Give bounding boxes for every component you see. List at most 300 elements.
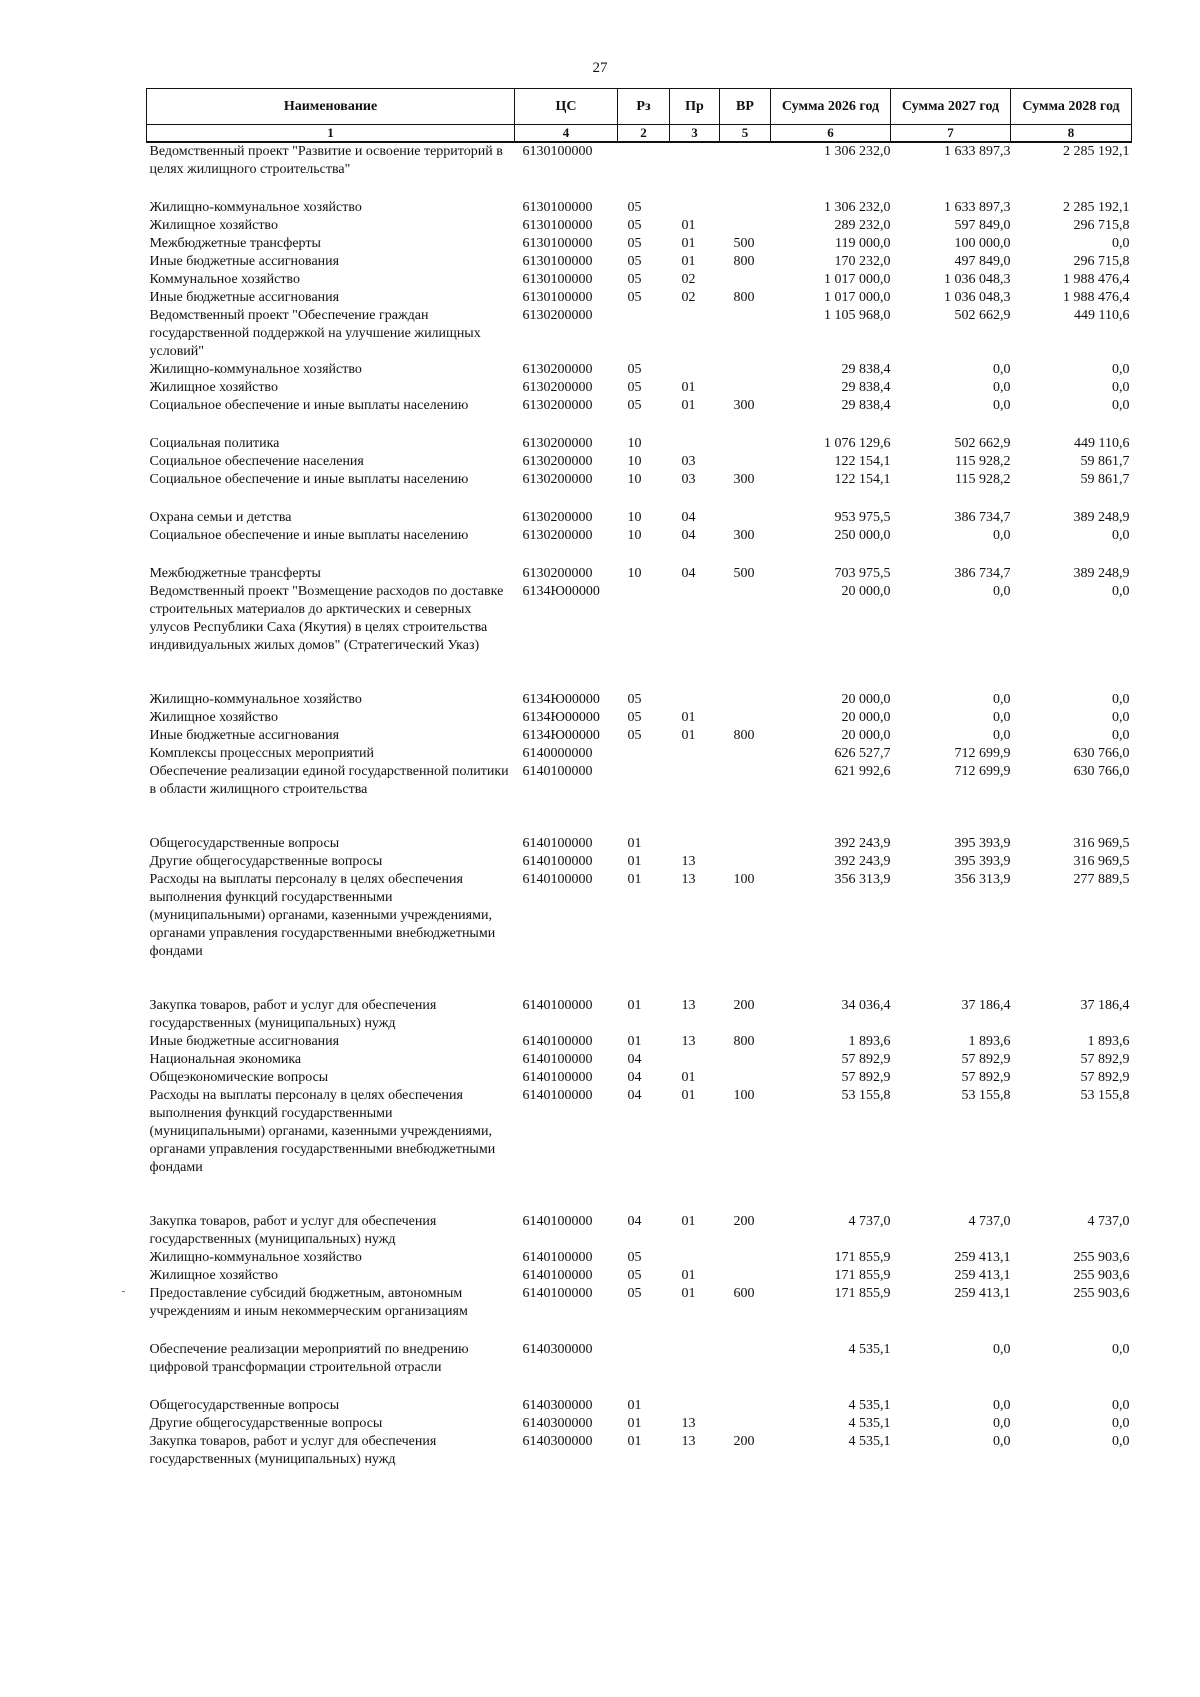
row-sum-2028: 0,0 (1112, 1397, 1130, 1413)
row-name: Общеэкономические вопросы (149, 1069, 329, 1085)
row-sum-2028: 0,0 (1112, 397, 1130, 413)
row-vr-code: 300 (733, 471, 755, 487)
row-name: Межбюджетные трансферты (149, 565, 321, 581)
row-vr-code (720, 745, 771, 763)
row-pr-code: 01 (681, 1069, 696, 1085)
row-pr-code: 13 (681, 1033, 696, 1049)
row-rz-code: 01 (627, 871, 642, 887)
row-name: Другие общегосударственные вопросы (149, 1415, 383, 1431)
row-sum-2026: 621 992,6 (834, 763, 891, 779)
row-sum-2027: 597 849,0 (954, 217, 1011, 233)
row-name: Жилищно-коммунальное хозяйство (149, 1249, 362, 1265)
row-sum-2028: 1 988 476,4 (1063, 289, 1130, 305)
row-sum-2027: 37 186,4 (961, 997, 1011, 1013)
row-sum-2028: 0,0 (1112, 379, 1130, 395)
row-rz-code (618, 763, 670, 835)
row-rz-code: 04 (627, 1087, 642, 1103)
row-rz-code: 05 (627, 199, 642, 215)
row-sum-2027: 53 155,8 (961, 1087, 1011, 1103)
row-sum-2028: 0,0 (1112, 1433, 1130, 1449)
row-rz-code: 05 (627, 709, 642, 725)
row-sum-2026: 53 155,8 (841, 1087, 891, 1103)
row-name: Социальное обеспечение населения (149, 453, 364, 469)
row-rz-code: 10 (627, 565, 642, 581)
row-rz-code: 01 (627, 997, 642, 1013)
row-sum-2027: 0,0 (993, 527, 1011, 543)
row-cs-code: 6130100000 (522, 289, 593, 305)
table-row (147, 199, 1132, 217)
table-row (147, 509, 1132, 527)
row-sum-2028: 0,0 (1112, 583, 1130, 599)
row-sum-2027: 395 393,9 (954, 853, 1011, 869)
row-rz-code: 10 (627, 527, 642, 543)
row-sum-2028: 0,0 (1112, 709, 1130, 725)
row-name: Иные бюджетные ассигнования (149, 727, 340, 743)
row-cs-code: 6130200000 (522, 379, 593, 395)
row-rz-code: 10 (627, 435, 642, 451)
row-sum-2028: 449 110,6 (1074, 435, 1130, 451)
row-name: Социальное обеспечение и иные выплаты населению (149, 397, 469, 413)
row-vr-code (720, 1341, 771, 1397)
row-sum-2027: 1 633 897,3 (944, 199, 1011, 215)
row-sum-2026: 289 232,0 (834, 217, 891, 233)
row-sum-2027: 386 734,7 (954, 565, 1011, 581)
row-pr-code: 04 (681, 527, 696, 543)
page-number: 27 (592, 60, 608, 76)
table-row (147, 235, 1132, 253)
table-row (147, 727, 1132, 745)
table-row (147, 997, 1132, 1033)
row-sum-2027: 0,0 (993, 1433, 1011, 1449)
row-sum-2028: 0,0 (1112, 727, 1130, 743)
row-cs-code: 6140300000 (522, 1397, 593, 1413)
row-rz-code: 10 (627, 509, 642, 525)
row-vr-code (720, 199, 771, 217)
row-sum-2027: 0,0 (993, 379, 1011, 395)
table-row (147, 1285, 1132, 1341)
row-cs-code: 6130200000 (522, 453, 593, 469)
row-sum-2026: 392 243,9 (834, 853, 891, 869)
row-name: Национальная экономика (149, 1051, 302, 1067)
row-rz-code: 01 (627, 835, 642, 851)
row-sum-2027: 497 849,0 (954, 253, 1011, 269)
table-row (147, 709, 1132, 727)
row-cs-code: 6140100000 (522, 997, 593, 1013)
table-row (147, 217, 1132, 235)
row-name: Социальное обеспечение и иные выплаты населению (149, 527, 469, 543)
table-row (147, 1087, 1132, 1213)
row-name: Социальное обеспечение и иные выплаты населению (149, 471, 469, 487)
row-sum-2027: 502 662,9 (954, 307, 1011, 323)
table-row (147, 1397, 1132, 1415)
table-row (147, 745, 1132, 763)
row-rz-code (618, 307, 670, 361)
row-cs-code: 6140100000 (522, 871, 593, 887)
row-vr-code (720, 435, 771, 453)
row-name: Иные бюджетные ассигнования (149, 1033, 340, 1049)
column-number-row (147, 125, 1132, 142)
row-name: Ведомственный проект "Развитие и освоение территорий в целях жилищного строительства" (149, 143, 503, 177)
row-sum-2028: 2 285 192,1 (1063, 199, 1130, 215)
row-name: Ведомственный проект "Возмещение расходов по доставке строительных материалов до арктических и северных улусов Республики Саха (Якутия) в целях строительства индивидуальных жилых домов" (Стратегический Указ) (149, 583, 504, 653)
row-sum-2028: 59 861,7 (1080, 453, 1130, 469)
table-row (147, 763, 1132, 835)
row-vr-code (720, 142, 771, 199)
row-cs-code: 6130200000 (522, 509, 593, 525)
row-rz-code: 10 (627, 471, 642, 487)
row-cs-code: 6134Ю00000 (522, 727, 600, 743)
row-sum-2028: 389 248,9 (1073, 509, 1130, 525)
row-name: Охрана семьи и детства (149, 509, 292, 525)
row-rz-code: 01 (627, 1397, 642, 1413)
column-number: 1 (147, 125, 515, 142)
row-name: Межбюджетные трансферты (149, 235, 321, 251)
row-vr-code (720, 583, 771, 691)
table-row (147, 289, 1132, 307)
row-sum-2028: 255 903,6 (1073, 1267, 1130, 1283)
row-name: Коммунальное хозяйство (149, 271, 300, 287)
row-sum-2026: 34 036,4 (841, 997, 891, 1013)
row-cs-code: 6140100000 (522, 1213, 593, 1229)
row-pr-code (670, 763, 720, 835)
table-row (147, 527, 1132, 565)
row-sum-2028: 316 969,5 (1073, 853, 1130, 869)
row-sum-2027: 259 413,1 (954, 1267, 1011, 1283)
row-pr-code: 01 (681, 1285, 696, 1301)
row-sum-2028: 37 186,4 (1080, 997, 1130, 1013)
row-name: Жилищно-коммунальное хозяйство (149, 691, 362, 707)
row-vr-code (720, 361, 771, 379)
row-sum-2028: 0,0 (1112, 361, 1130, 377)
table-row (147, 853, 1132, 871)
row-vr-code (720, 509, 771, 527)
row-pr-code: 04 (681, 565, 696, 581)
row-name: Общегосударственные вопросы (149, 835, 340, 851)
row-pr-code: 13 (681, 1415, 696, 1431)
row-pr-code: 03 (681, 471, 696, 487)
row-sum-2028: 316 969,5 (1073, 835, 1130, 851)
row-sum-2027: 0,0 (993, 361, 1011, 377)
row-sum-2026: 171 855,9 (834, 1267, 891, 1283)
table-row (147, 871, 1132, 997)
row-pr-code: 02 (681, 289, 696, 305)
row-vr-code: 100 (733, 1087, 755, 1103)
row-sum-2028: 630 766,0 (1073, 745, 1130, 761)
row-rz-code: 05 (627, 727, 642, 743)
row-pr-code (670, 361, 720, 379)
row-sum-2028: 0,0 (1112, 527, 1130, 543)
row-sum-2026: 1 306 232,0 (824, 143, 891, 159)
row-sum-2027: 356 313,9 (954, 871, 1011, 887)
row-sum-2026: 1 017 000,0 (824, 289, 891, 305)
row-sum-2028: 389 248,9 (1073, 565, 1130, 581)
row-sum-2028: 57 892,9 (1080, 1069, 1130, 1085)
row-cs-code: 6130200000 (522, 471, 593, 487)
row-pr-code: 13 (681, 1433, 696, 1449)
row-sum-2027: 259 413,1 (954, 1249, 1011, 1265)
table-row (147, 691, 1132, 709)
row-sum-2026: 626 527,7 (834, 745, 891, 761)
table-row (147, 361, 1132, 379)
row-sum-2027: 115 928,2 (955, 471, 1011, 487)
table-row (147, 1051, 1132, 1069)
row-sum-2027: 100 000,0 (954, 235, 1011, 251)
row-sum-2028: 255 903,6 (1073, 1285, 1130, 1301)
row-sum-2027: 259 413,1 (954, 1285, 1011, 1301)
header-name: Наименование (147, 89, 515, 125)
row-sum-2026: 4 535,1 (848, 1415, 891, 1431)
table-row (147, 271, 1132, 289)
row-cs-code: 6134Ю00000 (522, 709, 600, 725)
row-name: Жилищное хозяйство (149, 217, 278, 233)
row-cs-code: 6140100000 (522, 1249, 593, 1265)
row-sum-2028: 0,0 (1112, 1341, 1130, 1357)
column-number: 7 (891, 125, 1011, 142)
row-rz-code: 05 (627, 691, 642, 707)
column-number: 3 (670, 125, 720, 142)
row-sum-2026: 57 892,9 (841, 1069, 891, 1085)
row-pr-code (670, 835, 720, 853)
row-name: Иные бюджетные ассигнования (149, 253, 340, 269)
header-cs: ЦС (515, 89, 618, 125)
row-name: Ведомственный проект "Обеспечение граждан государственной поддержкой на улучшение жилищных условий" (149, 307, 481, 359)
row-sum-2027: 0,0 (993, 1341, 1011, 1357)
row-sum-2026: 1 105 968,0 (824, 307, 891, 323)
row-cs-code: 6140100000 (522, 1051, 593, 1067)
table-row (147, 253, 1132, 271)
row-sum-2026: 20 000,0 (841, 583, 891, 599)
row-vr-code: 200 (733, 1213, 755, 1229)
row-vr-code (720, 1397, 771, 1415)
row-sum-2026: 1 893,6 (848, 1033, 891, 1049)
row-sum-2028: 277 889,5 (1073, 871, 1130, 887)
row-vr-code: 800 (733, 289, 755, 305)
header-pr: Пр (670, 89, 720, 125)
column-number: 6 (771, 125, 891, 142)
table-row (147, 565, 1132, 583)
row-vr-code (720, 307, 771, 361)
row-rz-code: 05 (627, 289, 642, 305)
row-sum-2027: 386 734,7 (954, 509, 1011, 525)
row-sum-2028: 1 988 476,4 (1063, 271, 1130, 287)
row-vr-code: 800 (733, 1033, 755, 1049)
row-pr-code: 01 (681, 235, 696, 251)
row-sum-2028: 296 715,8 (1073, 253, 1130, 269)
row-cs-code: 6140100000 (522, 1267, 593, 1283)
column-number: 5 (720, 125, 771, 142)
row-cs-code: 6140100000 (522, 1285, 593, 1301)
row-pr-code: 01 (681, 379, 696, 395)
row-pr-code (670, 435, 720, 453)
row-rz-code: 05 (627, 1249, 642, 1265)
row-sum-2027: 712 699,9 (954, 745, 1011, 761)
row-sum-2027: 0,0 (993, 709, 1011, 725)
table-row (147, 453, 1132, 471)
row-sum-2026: 1 017 000,0 (824, 271, 891, 287)
table-header-row (147, 89, 1132, 125)
row-sum-2027: 1 893,6 (968, 1033, 1011, 1049)
row-name: Закупка товаров, работ и услуг для обеспечения государственных (муниципальных) нужд (149, 997, 437, 1031)
row-name: Жилищное хозяйство (149, 379, 278, 395)
row-sum-2026: 4 535,1 (848, 1433, 891, 1449)
row-pr-code (670, 745, 720, 763)
row-vr-code: 100 (733, 871, 755, 887)
row-cs-code: 6130200000 (522, 361, 593, 377)
budget-table (146, 88, 1132, 1469)
row-name: Жилищное хозяйство (149, 1267, 278, 1283)
row-pr-code (670, 1051, 720, 1069)
row-pr-code (670, 199, 720, 217)
table-row (147, 435, 1132, 453)
row-sum-2026: 4 535,1 (848, 1397, 891, 1413)
row-cs-code: 6140100000 (522, 1069, 593, 1085)
row-pr-code: 01 (681, 727, 696, 743)
row-vr-code (720, 1249, 771, 1267)
row-cs-code: 6130200000 (522, 307, 593, 323)
row-vr-code (720, 379, 771, 397)
row-sum-2028: 255 903,6 (1073, 1249, 1130, 1265)
row-sum-2028: 59 861,7 (1080, 471, 1130, 487)
row-sum-2026: 1 306 232,0 (824, 199, 891, 215)
table-row (147, 1433, 1132, 1469)
row-cs-code: 6130200000 (522, 527, 593, 543)
row-sum-2026: 119 000,0 (835, 235, 891, 251)
column-number: 8 (1011, 125, 1132, 142)
table-row (147, 583, 1132, 691)
header-rz: Рз (618, 89, 670, 125)
row-cs-code: 6130100000 (522, 253, 593, 269)
row-sum-2028: 2 285 192,1 (1063, 143, 1130, 159)
row-name: Жилищно-коммунальное хозяйство (149, 199, 362, 215)
header-sum-2027: Сумма 2027 год (891, 89, 1011, 125)
row-sum-2027: 0,0 (993, 691, 1011, 707)
row-cs-code: 6130200000 (522, 435, 593, 451)
row-sum-2026: 122 154,1 (834, 453, 891, 469)
row-cs-code: 6140300000 (522, 1415, 593, 1431)
table-row (147, 307, 1132, 361)
row-sum-2026: 171 855,9 (834, 1249, 891, 1265)
row-vr-code (720, 217, 771, 235)
row-sum-2026: 4 737,0 (848, 1213, 891, 1229)
row-sum-2028: 57 892,9 (1080, 1051, 1130, 1067)
row-name: Расходы на выплаты персоналу в целях обеспечения выполнения функций государственными (муниципальными) органами, казенными учреждениями, органами управления государственными внебюджетными фондами (149, 871, 496, 959)
row-sum-2028: 0,0 (1112, 1415, 1130, 1431)
row-vr-code: 800 (733, 253, 755, 269)
row-cs-code: 6140100000 (522, 1033, 593, 1049)
row-sum-2028: 0,0 (1112, 235, 1130, 251)
row-rz-code: 05 (627, 217, 642, 233)
row-cs-code: 6130200000 (522, 565, 593, 581)
row-vr-code (720, 1415, 771, 1433)
row-cs-code: 6140000000 (522, 745, 593, 761)
row-rz-code: 05 (627, 1285, 642, 1301)
table-row (147, 397, 1132, 435)
row-cs-code: 6140100000 (522, 853, 593, 869)
column-number: 4 (515, 125, 618, 142)
table-row (147, 1069, 1132, 1087)
row-pr-code: 01 (681, 217, 696, 233)
row-name: Комплексы процессных мероприятий (149, 745, 374, 761)
row-sum-2028: 296 715,8 (1073, 217, 1130, 233)
table-body (147, 142, 1132, 1469)
row-name: Расходы на выплаты персоналу в целях обеспечения выполнения функций государственными (муниципальными) органами, казенными учреждениями, органами управления государственными внебюджетными фондами (149, 1087, 496, 1175)
row-sum-2027: 0,0 (993, 727, 1011, 743)
row-pr-code: 01 (681, 1213, 696, 1229)
table-row (147, 471, 1132, 509)
row-sum-2026: 703 975,5 (834, 565, 891, 581)
row-pr-code (670, 1341, 720, 1397)
row-vr-code (720, 763, 771, 835)
row-vr-code: 200 (733, 1433, 755, 1449)
row-sum-2026: 250 000,0 (834, 527, 891, 543)
row-name: Закупка товаров, работ и услуг для обеспечения государственных (муниципальных) нужд (149, 1433, 437, 1467)
row-name: Обеспечение реализации мероприятий по внедрению цифровой трансформации строительной отрасли (149, 1341, 469, 1375)
row-name: Предоставление субсидий бюджетным, автономным учреждениям и иным некоммерческим организациям (149, 1285, 468, 1319)
row-name: Жилищно-коммунальное хозяйство (149, 361, 362, 377)
row-name: Обеспечение реализации единой государственной политики в области жилищного строительства (149, 763, 509, 797)
row-sum-2026: 29 838,4 (841, 379, 891, 395)
row-cs-code: 6130100000 (522, 235, 593, 251)
row-sum-2028: 1 893,6 (1087, 1033, 1130, 1049)
row-rz-code (618, 1341, 670, 1397)
row-sum-2026: 20 000,0 (841, 691, 891, 707)
row-sum-2026: 122 154,1 (834, 471, 891, 487)
row-vr-code: 300 (733, 527, 755, 543)
row-rz-code: 05 (627, 253, 642, 269)
row-sum-2027: 0,0 (993, 1415, 1011, 1431)
row-rz-code (618, 745, 670, 763)
row-rz-code: 01 (627, 1433, 642, 1449)
row-cs-code: 6130100000 (522, 199, 593, 215)
row-sum-2028: 4 737,0 (1087, 1213, 1130, 1229)
row-pr-code: 01 (681, 253, 696, 269)
row-sum-2026: 392 243,9 (834, 835, 891, 851)
row-sum-2028: 53 155,8 (1080, 1087, 1130, 1103)
row-pr-code: 02 (681, 271, 696, 287)
row-pr-code: 03 (681, 453, 696, 469)
row-rz-code: 05 (627, 379, 642, 395)
row-pr-code (670, 307, 720, 361)
row-cs-code: 6130100000 (522, 271, 593, 287)
row-sum-2027: 502 662,9 (954, 435, 1011, 451)
row-sum-2027: 395 393,9 (954, 835, 1011, 851)
row-cs-code: 6134Ю00000 (522, 583, 600, 599)
scan-mark (122, 1291, 125, 1292)
row-rz-code: 04 (627, 1069, 642, 1085)
row-vr-code (720, 271, 771, 289)
row-rz-code: 01 (627, 1033, 642, 1049)
row-pr-code: 13 (681, 853, 696, 869)
table-row (147, 1213, 1132, 1249)
row-rz-code: 05 (627, 271, 642, 287)
row-sum-2028: 630 766,0 (1073, 763, 1130, 779)
table-row (147, 142, 1132, 199)
table-row (147, 1267, 1132, 1285)
table-row (147, 1341, 1132, 1397)
row-sum-2027: 115 928,2 (955, 453, 1011, 469)
row-name: Другие общегосударственные вопросы (149, 853, 383, 869)
row-name: Иные бюджетные ассигнования (149, 289, 340, 305)
row-sum-2026: 171 855,9 (834, 1285, 891, 1301)
row-sum-2028: 0,0 (1112, 691, 1130, 707)
row-name: Закупка товаров, работ и услуг для обеспечения государственных (муниципальных) нужд (149, 1213, 437, 1247)
row-pr-code: 04 (681, 509, 696, 525)
row-cs-code: 6140100000 (522, 835, 593, 851)
row-vr-code (720, 853, 771, 871)
row-pr-code (670, 691, 720, 709)
row-vr-code (720, 1069, 771, 1087)
row-sum-2026: 20 000,0 (841, 727, 891, 743)
